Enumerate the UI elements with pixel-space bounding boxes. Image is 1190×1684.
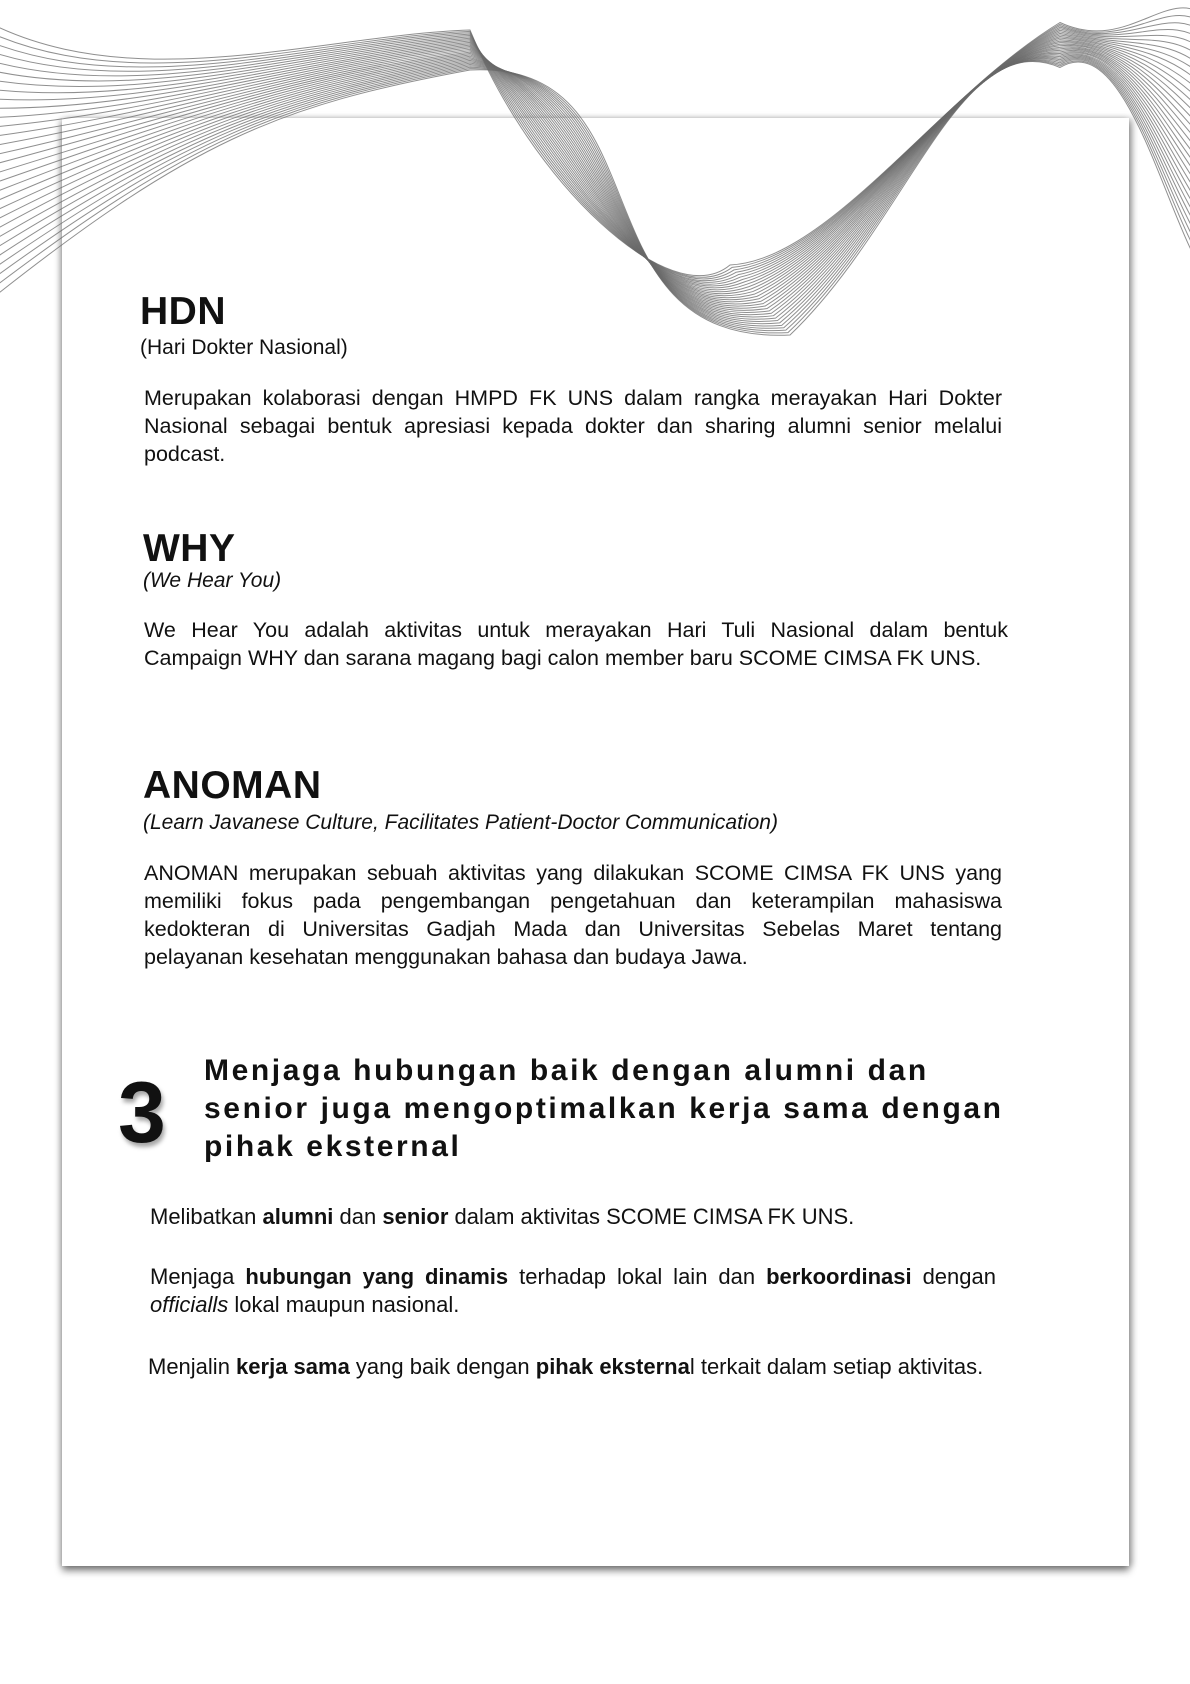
list-item [150, 1263, 996, 1319]
goal-heading-line: pihak eksternal [204, 1130, 462, 1163]
wave-line [0, 47, 1190, 306]
item-bold: alumni [262, 1204, 334, 1229]
wave-line [0, 53, 1190, 317]
goal-heading [204, 1052, 1064, 1166]
item-bold: hubungan yang dinamis [245, 1264, 509, 1289]
section-subtitle-why: (We Hear You) [143, 569, 282, 592]
item-bold: berkoordinasi [766, 1264, 912, 1289]
wave-line [0, 36, 1190, 291]
item-text: dengan [911, 1264, 996, 1289]
item-text: Melibatkan [150, 1204, 263, 1229]
wave-line [0, 49, 1190, 310]
wave-line [0, 8, 1190, 276]
section-body-hdn: Merupakan kolaborasi dengan HMPD FK UNS dalam rangka merayakan Hari Dokter Nasional sebagai bentuk apresiasi kepada dokter dan sharing alumni senior melalui podcast. [144, 386, 1002, 466]
wave-line [0, 16, 1190, 278]
goal-heading-line: Menjaga hubungan baik dengan alumni dan [204, 1054, 929, 1087]
item-text: Menjalin [148, 1354, 237, 1379]
wave-line [0, 44, 1190, 302]
item-text: terhadap lokal lain dan [508, 1264, 767, 1289]
section-body-anoman: ANOMAN merupakan sebuah aktivitas yang dilakukan SCOME CIMSA FK UNS yang memiliki fokus pada pengembangan pengetahuan dan keterampilan mahasiswa kedokteran di Universitas Gadjah Mada dan Universitas Sebelas Maret tentang pelayanan kesehatan menggunakan bahasa dan budaya Jawa. [144, 861, 1002, 969]
goal-number: 3 [118, 1065, 166, 1161]
section-body-why: We Hear You adalah aktivitas untuk merayakan Hari Tuli Nasional dalam bentuk Campaign WHY dan sarana magang bagi calon member baru SCOME CIMSA FK UNS. [144, 618, 1008, 670]
item-bold: kerja sama [236, 1354, 350, 1379]
section-title-why: WHY [143, 527, 236, 570]
item-text: lokal maupun nasional. [228, 1292, 460, 1317]
list-item [148, 1353, 1000, 1381]
goal-heading-line: senior juga mengoptimalkan kerja sama dengan [204, 1092, 1004, 1125]
item-text: dan [333, 1204, 383, 1229]
section-title-anoman: ANOMAN [143, 764, 322, 807]
wave-line [0, 33, 1190, 288]
wave-line [0, 30, 1190, 284]
section-title-hdn: HDN [140, 290, 226, 333]
section-subtitle-hdn: (Hari Dokter Nasional) [140, 336, 348, 359]
item-bold: senior [382, 1204, 449, 1229]
item-text: dalam aktivitas SCOME CIMSA FK UNS. [448, 1204, 855, 1229]
list-item [150, 1203, 1000, 1231]
item-bold: pihak eksterna [535, 1354, 690, 1379]
item-italic: officialls [150, 1292, 229, 1317]
item-text: Menjaga [150, 1264, 246, 1289]
item-text: l terkait dalam setiap aktivitas. [689, 1354, 984, 1379]
section-subtitle-anoman: (Learn Javanese Culture, Facilitates Patient-Doctor Communication) [143, 811, 778, 834]
item-text: yang baik dengan [349, 1354, 536, 1379]
